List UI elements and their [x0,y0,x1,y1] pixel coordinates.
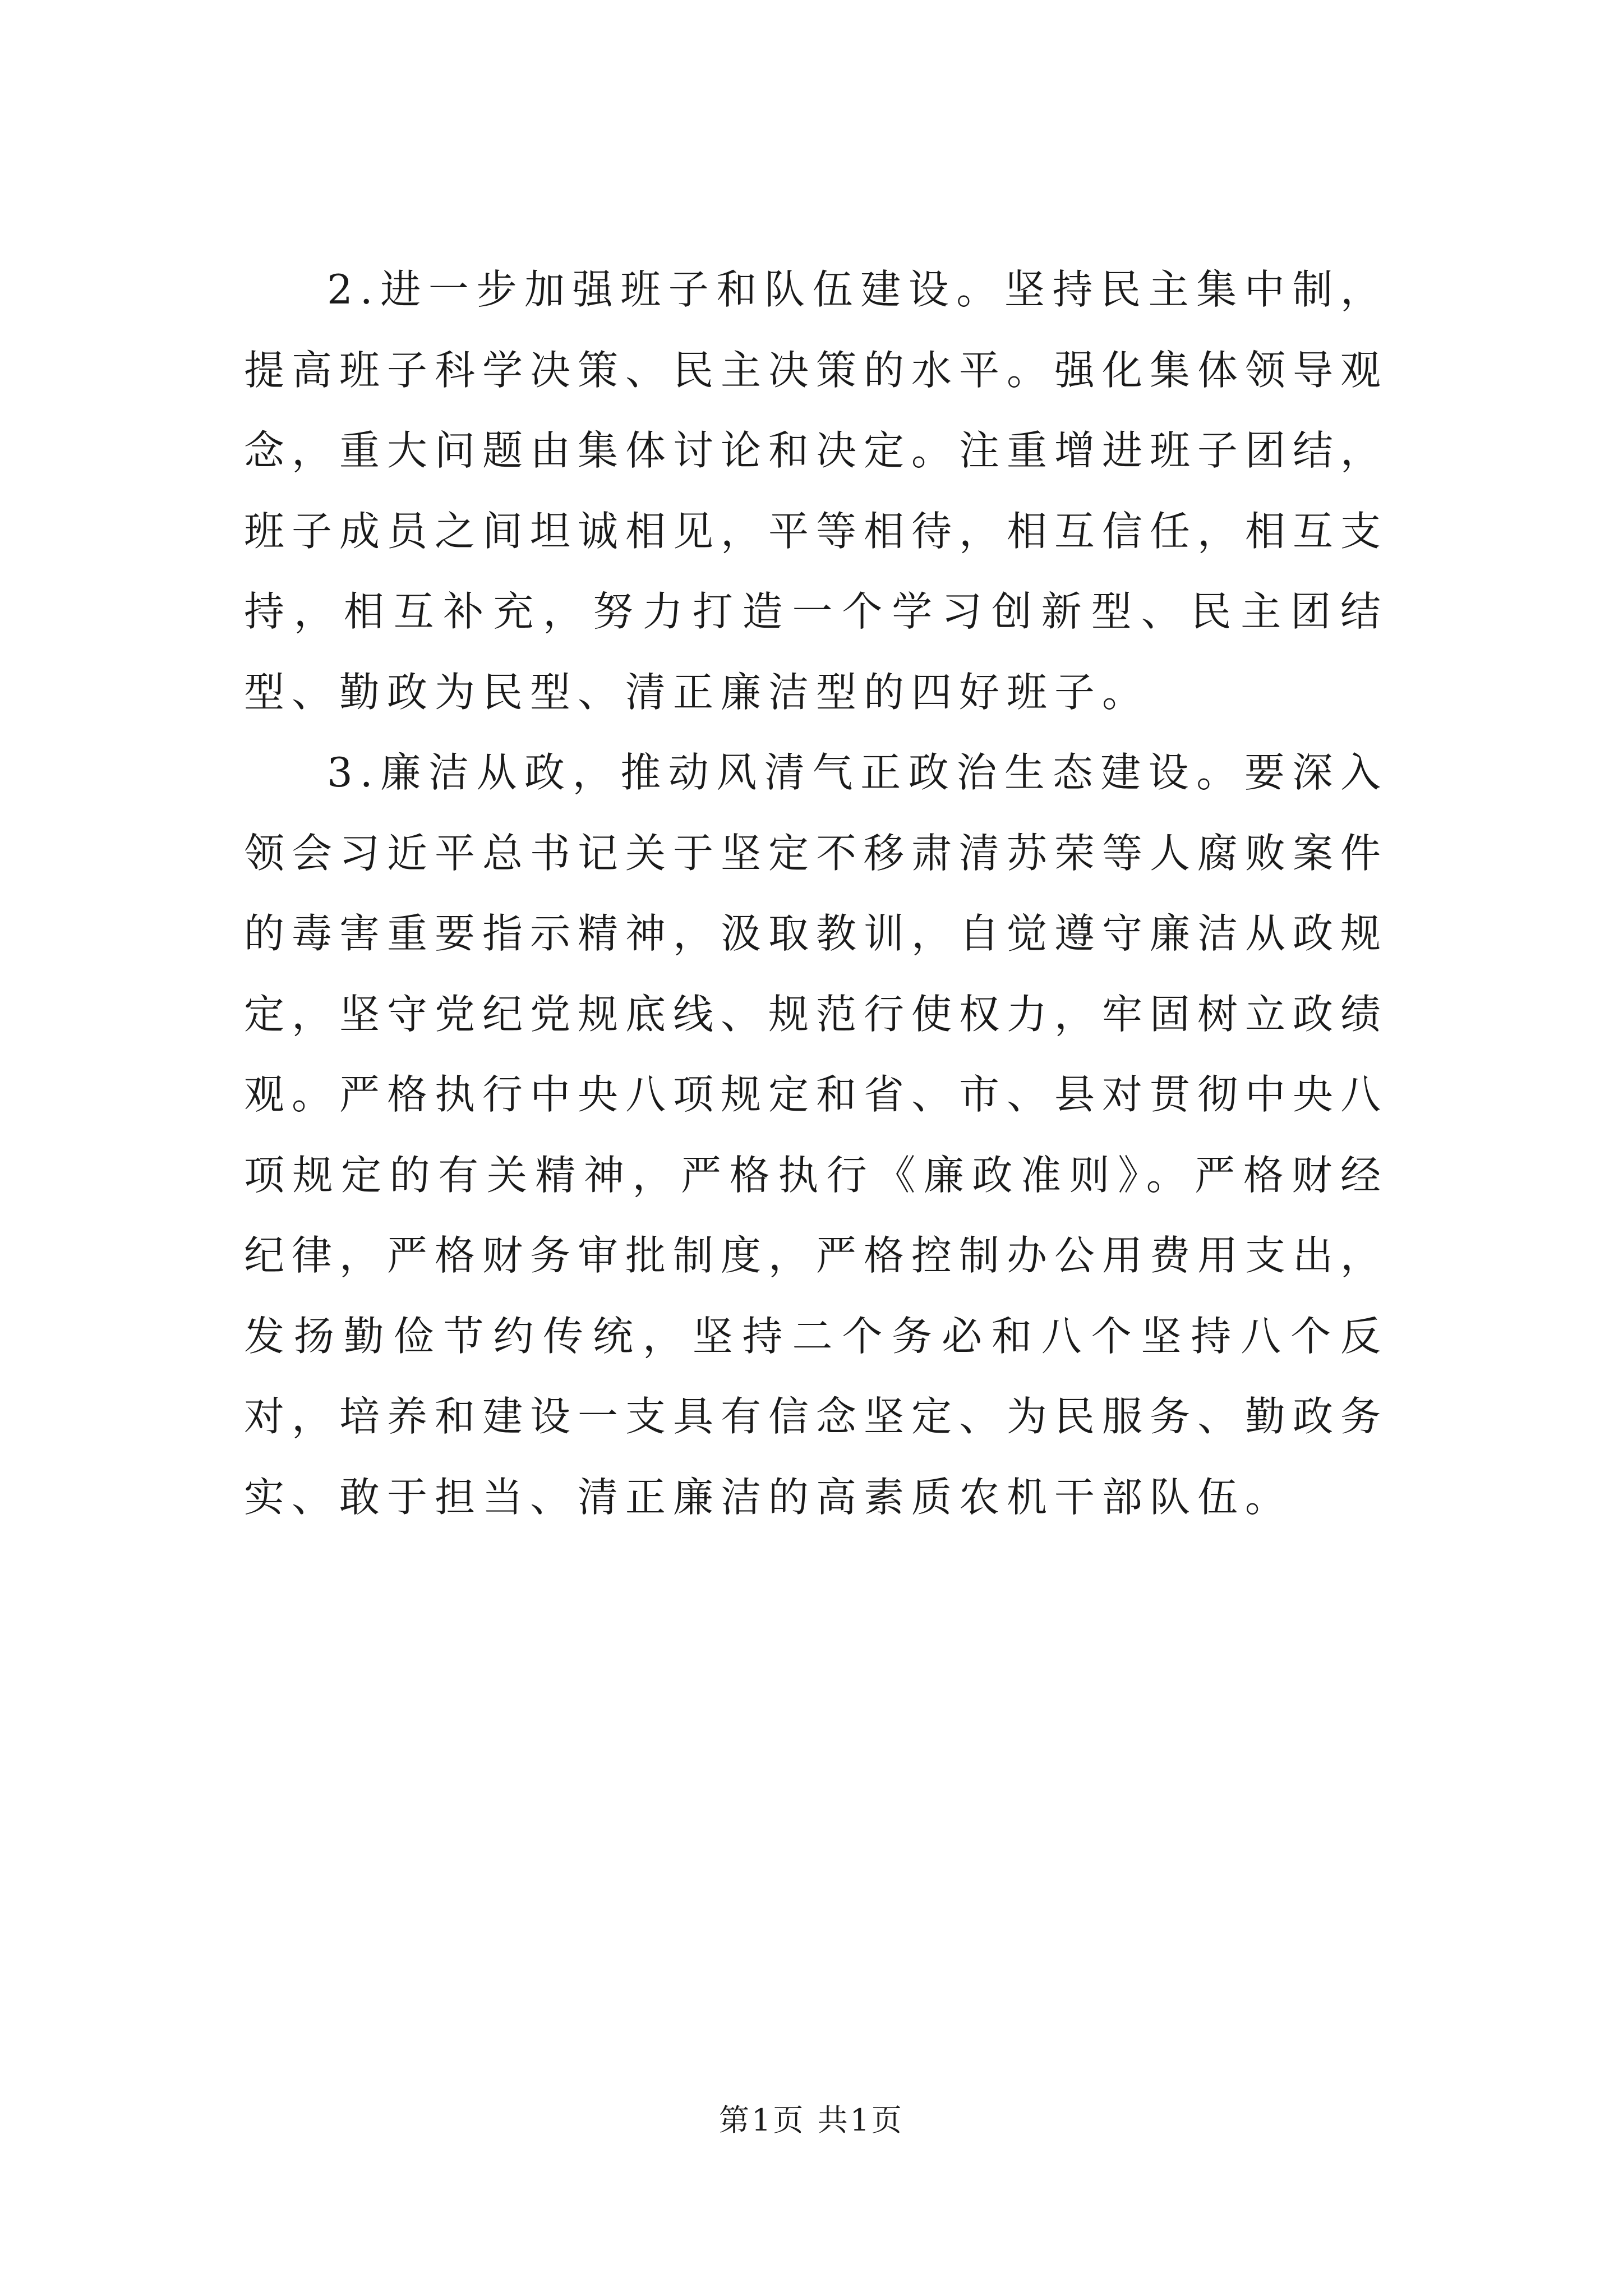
paragraph-3: 3.廉洁从政，推动风清气正政治生态建设。要深入领会习近平总书记关于坚定不移肃清苏荣等人腐败案件的毒害重要指示精神，汲取教训，自觉遵守廉洁从政规定，坚守党纪党规底线、规范行使权力，牢固树立政绩观。严格执行中央八项规定和省、市、县对贯彻中央八项规定的有关精神，严格执行《廉政准则》。严格财经纪律，严格财务审批制度，严格控制办公用费用支出，发扬勤俭节约传统，坚持二个务必和八个坚持八个反对，培养和建设一支具有信念坚定、为民服务、勤政务实、敢于担当、清正廉洁的高素质农机干部队伍。 [244,749,1389,1521]
document-body [244,250,1388,1538]
paragraph-2: 2.进一步加强班子和队伍建设。坚持民主集中制，提高班子科学决策、民主决策的水平。强化集体领导观念，重大问题由集体讨论和决定。注重增进班子团结，班子成员之间坦诚相见，平等相待，相互信任，相互支持，相互补充，努力打造一个学习创新型、民主团结型、勤政为民型、清正廉洁型的四好班子。 [244,266,1389,716]
page-footer: 第1页 共1页 [719,2102,904,2138]
